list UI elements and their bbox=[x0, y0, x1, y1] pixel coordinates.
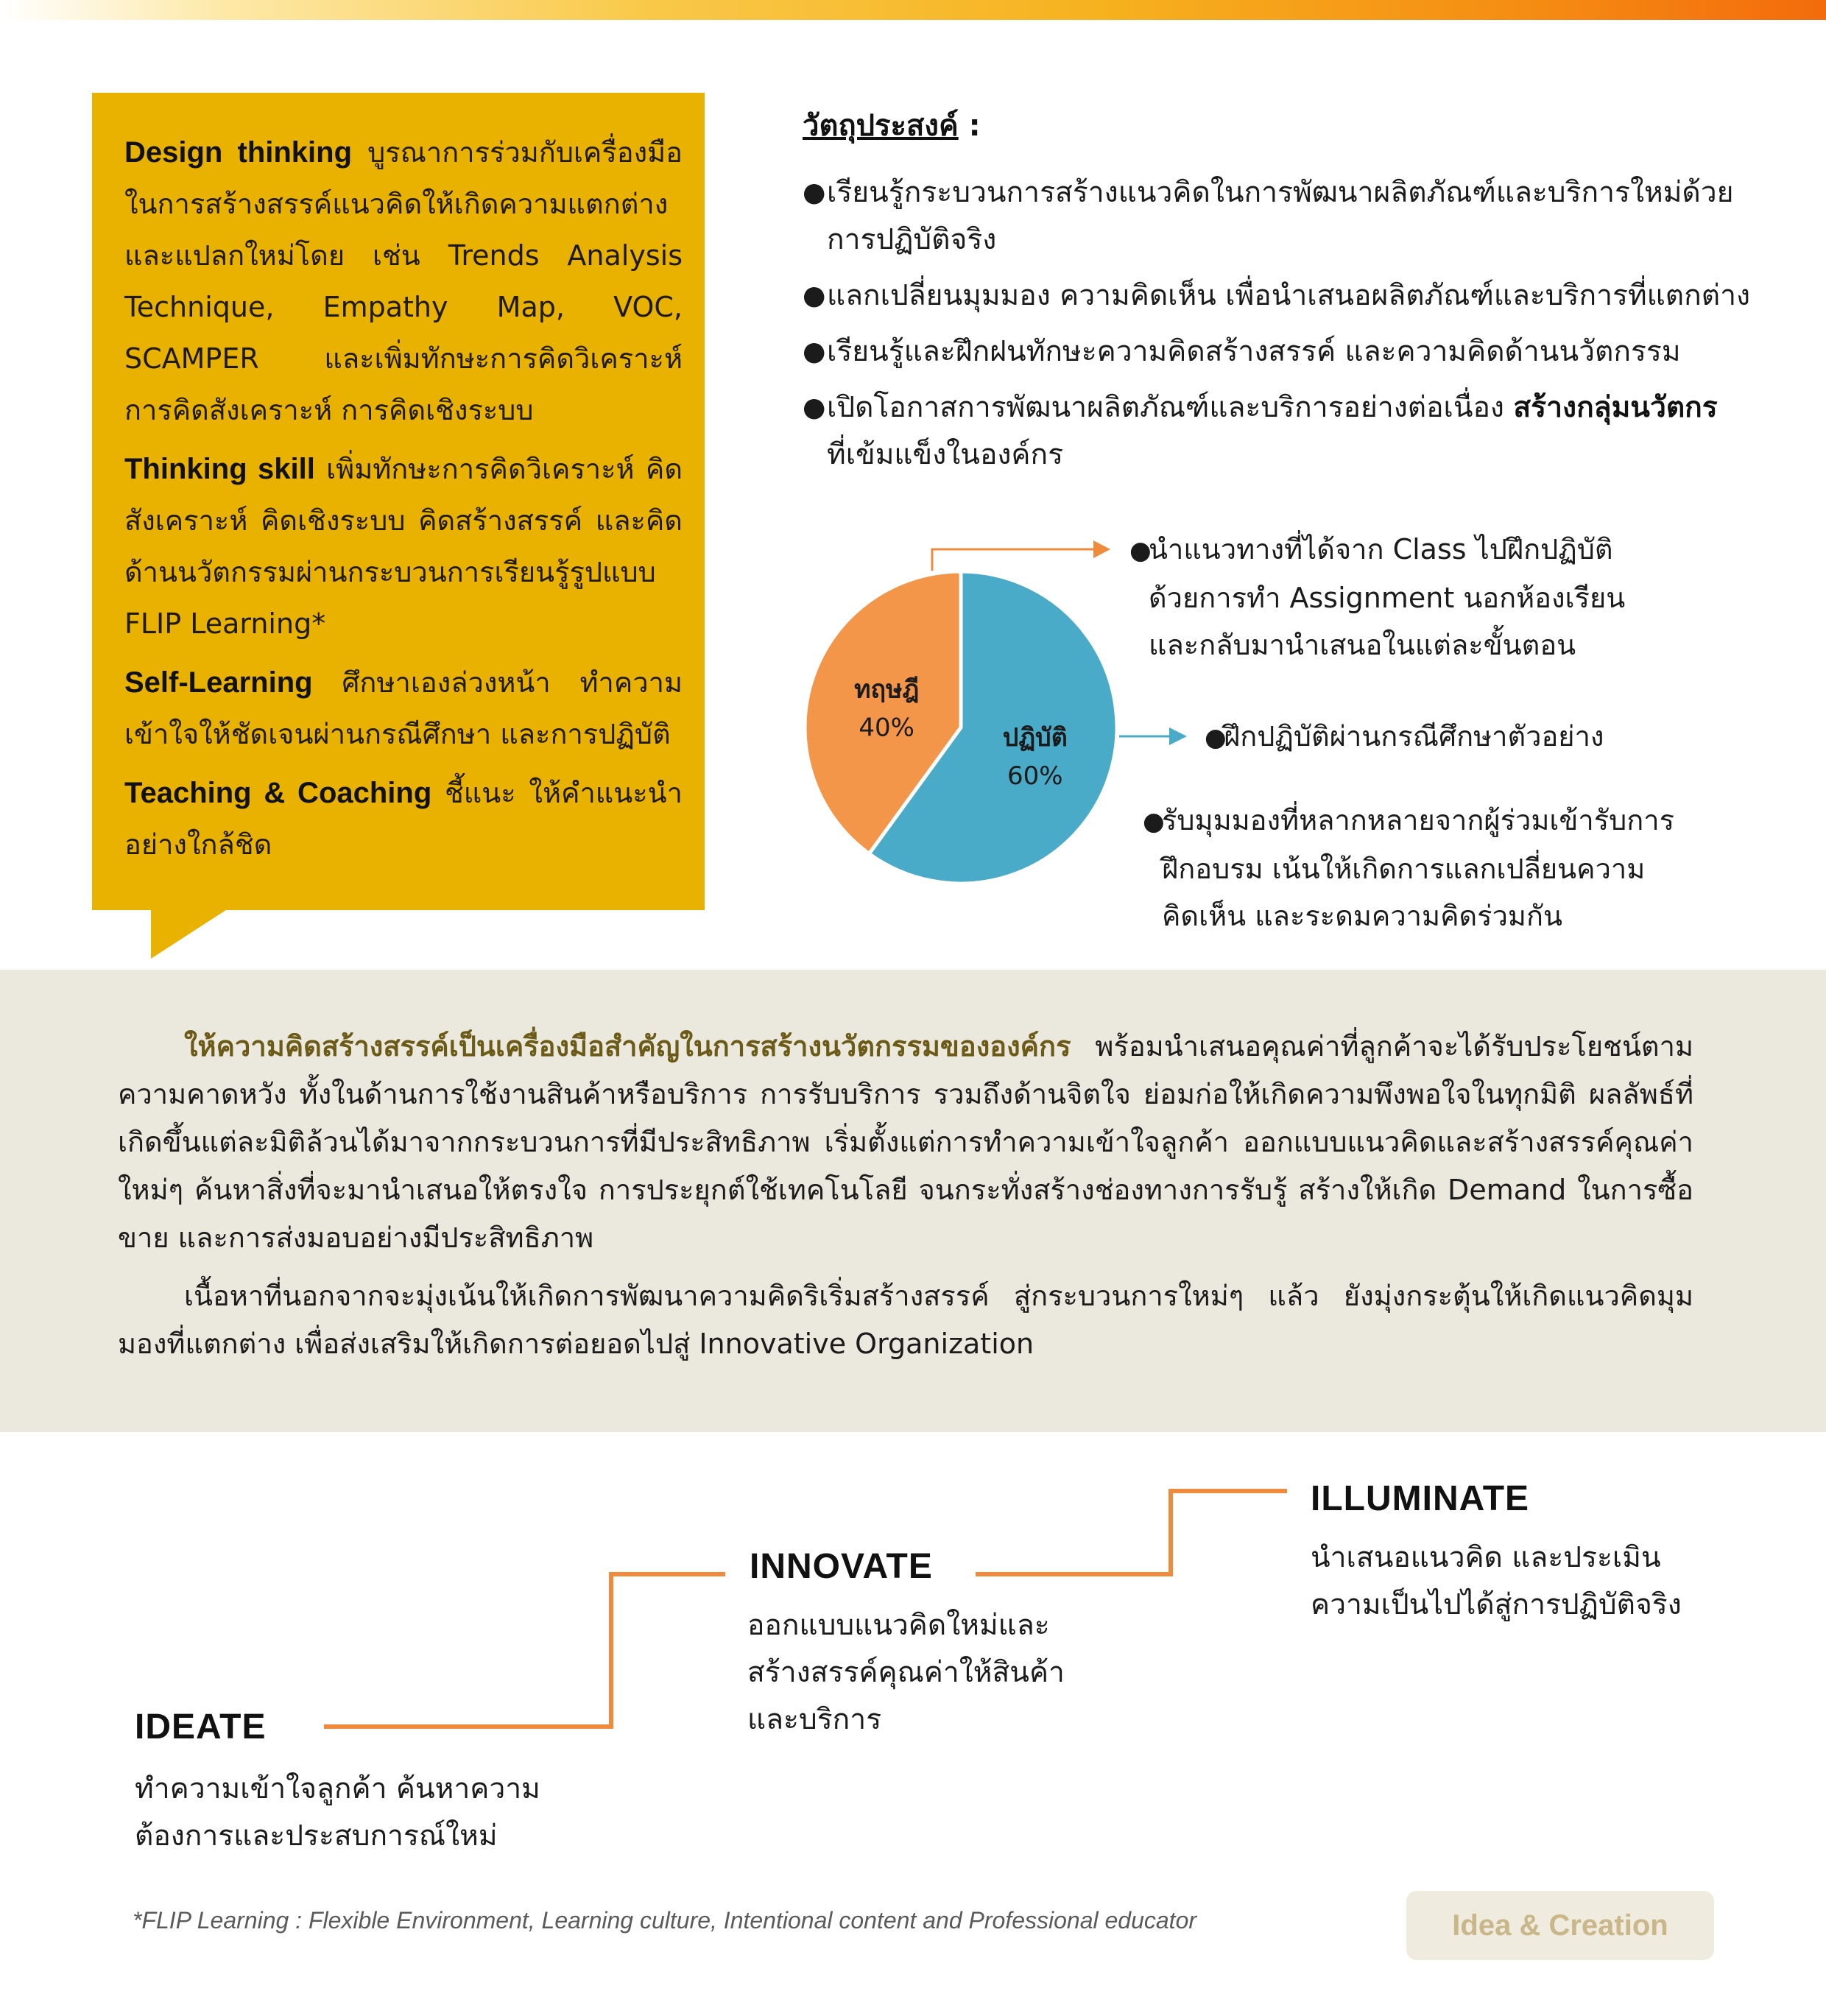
pie-slice-label: ทฤษฎี bbox=[854, 674, 920, 705]
idea-creation-badge: Idea & Creation bbox=[1406, 1891, 1714, 1960]
callout-arrow-head bbox=[1093, 540, 1110, 558]
objectives-title: วัตถุประสงค์ : bbox=[803, 109, 981, 143]
objective-item: ● เรียนรู้และฝึกฝนทักษะความคิดสร้างสรรค์ และความคิดด้านนวัตกรรม bbox=[803, 328, 1760, 376]
pie-slice-value-label: 40% bbox=[859, 713, 914, 743]
callout-arrow-line bbox=[932, 549, 1093, 571]
bullet-icon: ● bbox=[803, 336, 826, 367]
description-band bbox=[0, 970, 1826, 1432]
bullet-icon: ● bbox=[1143, 807, 1165, 836]
step-illuminate-title: ILLUMINATE bbox=[1311, 1479, 1530, 1518]
step-innovate-description: ออกแบบแนวคิดใหม่และ สร้างสรรค์คุณค่าให้สินค้า และบริการ bbox=[747, 1609, 1065, 1736]
bullet-icon: ● bbox=[803, 392, 826, 423]
objectives-section bbox=[803, 102, 1760, 487]
pie-slice-label: ปฏิบัติ bbox=[1002, 722, 1068, 753]
bullet-icon: ● bbox=[803, 281, 826, 311]
bullet-icon: ● bbox=[1205, 723, 1227, 753]
objective-item: ● แลกเปลี่ยนมุมมอง ความคิดเห็น เพื่อนำเสนอผลิตภัณฑ์และบริการที่แตกต่าง bbox=[803, 272, 1760, 320]
callout-arrow-head bbox=[1169, 727, 1187, 745]
step-ideate-title: IDEATE bbox=[135, 1707, 267, 1747]
step-ideate-description: ทำความเข้าใจลูกค้า ค้นหาความ ต้องการและประสบการณ์ใหม่ bbox=[135, 1772, 540, 1853]
staircase-line bbox=[324, 1574, 725, 1727]
callout-case-study: ●ฝึกปฏิบัติผ่านกรณีศึกษาตัวอย่าง bbox=[1205, 713, 1604, 761]
flip-learning-footnote: *FLIP Learning : Flexible Environment, Learning culture, Intentional content and Professional educator bbox=[133, 1907, 1197, 1934]
step-illuminate-description: นำเสนอแนวคิด และประเมิน ความเป็นไปได้สู่การปฏิบัติจริง bbox=[1311, 1541, 1682, 1621]
top-gradient-bar bbox=[0, 0, 1826, 20]
callout-assignment: ●นำแนวทางที่ได้จาก Class ไปฝึกปฏิบัติ ด้วยการทำ Assignment นอกห้องเรียน และกลับมานำเสนอในแต่ละขั้นตอน bbox=[1129, 526, 1625, 669]
bullet-icon: ● bbox=[803, 177, 826, 208]
objective-item: ● เปิดโอกาสการพัฒนาผลิตภัณฑ์และบริการอย่างต่อเนื่อง สร้างกลุ่มนวัตกร ที่เข้มแข็งในองค์กร bbox=[803, 384, 1760, 479]
design-thinking-paragraph: Design thinking บูรณาการร่วมกับเครื่องมือในการสร้างสรรค์แนวคิดให้เกิดความแตกต่าง และแปลกใหม่โดย เช่น Trends Analysis Technique, Empathy Map, VOC, SCAMPER และเพิ่มทักษะการคิดวิเคราะห์ การคิดสังเคราะห์ การคิดเชิงระบบ bbox=[124, 136, 683, 426]
teaching-coaching-paragraph: Teaching & Coaching ชี้แนะ ให้คำแนะนำอย่างใกล้ชิด bbox=[124, 777, 683, 861]
description-paragraph: เนื้อหาที่นอกจากจะมุ่งเน้นให้เกิดการพัฒนาความคิดริเริ่มสร้างสรรค์ สู่กระบวนการใหม่ๆ แล้ว ยังมุ่งกระตุ้นให้เกิดแนวคิดมุมมองที่แตกต่าง เพื่อส่งเสริมให้เกิดการต่อยอดไปสู่ Innovative Organization bbox=[118, 1280, 1693, 1360]
thinking-skill-paragraph: Thinking skill เพิ่มทักษะการคิดวิเคราะห์ คิดสังเคราะห์ คิดเชิงระบบ คิดสร้างสรรค์ และคิดด้านนวัตกรรมผ่านกระบวนการเรียนรู้รูปแบบ FLIP Learning* bbox=[124, 453, 683, 640]
staircase-line bbox=[976, 1491, 1287, 1574]
self-learning-paragraph: Self-Learning ศึกษาเองล่วงหน้า ทำความเข้าใจให้ชัดเจนผ่านกรณีศึกษา และการปฏิบัติ bbox=[124, 666, 683, 750]
description-paragraph: ให้ความคิดสร้างสรรค์เป็นเครื่องมือสำคัญในการสร้างนวัตกรรมขององค์กร พร้อมนำเสนอคุณค่าที่ลูกค้าจะได้รับประโยชน์ตามความคาดหวัง ทั้งในด้านการใช้งานสินค้าหรือบริการ การรับบริการ รวมถึงด้านจิตใจ ย่อมก่อให้เกิดความพึงพอใจในทุกมิติ ผลลัพธ์ที่เกิดขึ้นแต่ละมิติล้วนได้มาจากกระบวนการที่มีประสิทธิภาพ เริ่มตั้งแต่การทำความเข้าใจลูกค้า ออกแบบแนวคิดและสร้างสรรค์คุณค่าใหม่ๆ ค้นหาสิ่งที่จะมานำเสนอให้ตรงใจ การประยุกต์ใช้เทคโนโลยี จนกระทั่งสร้างช่องทางการรับรู้ สร้างให้เกิด Demand ในการซื้อขาย และการส่งมอบอย่างมีประสิทธิภาพ bbox=[118, 1030, 1693, 1254]
pie-slice-value-label: 60% bbox=[1007, 761, 1063, 791]
callout-perspectives: ●รับมุมมองที่หลากหลายจากผู้ร่วมเข้ารับการ ฝึกอบรม เน้นให้เกิดการแลกเปลี่ยนความ คิดเห็น และระดมความคิดร่วมกัน bbox=[1143, 797, 1674, 940]
speech-box-tail bbox=[151, 909, 228, 959]
objective-item: ● เรียนรู้กระบวนการสร้างแนวคิดในการพัฒนาผลิตภัณฑ์และบริการใหม่ด้วยการปฏิบัติจริง bbox=[803, 169, 1760, 264]
bullet-icon: ● bbox=[1129, 536, 1152, 565]
method-speech-box bbox=[92, 93, 705, 910]
step-innovate-title: INNOVATE bbox=[750, 1547, 933, 1586]
